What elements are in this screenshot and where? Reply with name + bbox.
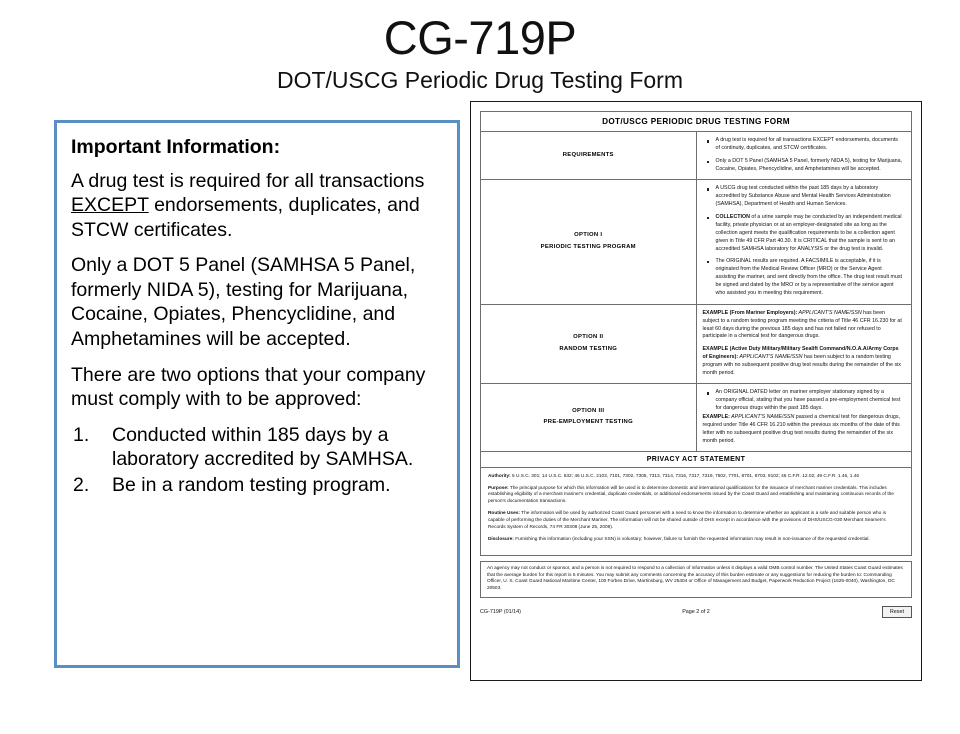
info-paragraph-options-intro: There are two options that your company must comply with to be approved: — [71, 363, 426, 411]
row-label-line1: OPTION III — [572, 407, 605, 414]
privacy-disclosure-text: Furnishing this information (including your SSN) is voluntary; however, failure to furnish the requested information may result in non-issuance of the requested credential. — [513, 536, 870, 542]
example-lead: EXAMPLE (From Mariner Employers): — [702, 309, 798, 316]
privacy-authority-label: Authority: — [488, 473, 511, 479]
slide-body — [0, 93, 960, 683]
reset-button-wrap — [782, 606, 912, 617]
example-lead: EXAMPLE: — [702, 413, 730, 420]
row-label-line1: REQUIREMENTS — [562, 151, 614, 158]
table-row — [481, 451, 912, 467]
list-item: A drug test is required for all transactions EXCEPT endorsements, documents of continuity, duplicates, and STCW certificates. — [703, 137, 904, 153]
important-information-panel — [54, 120, 460, 668]
info-paragraph-requirement-emphasis: EXCEPT — [71, 194, 149, 217]
table-row — [481, 384, 912, 452]
list-item — [71, 473, 443, 498]
row-label-option-3 — [481, 384, 697, 452]
option-2-example-mariner — [703, 310, 904, 342]
page-number: Page 2 of 2 — [682, 608, 710, 615]
privacy-act-title: PRIVACY ACT STATEMENT — [481, 451, 912, 467]
list-item: The ORIGINAL results are required. A FACSIMILE is acceptable, if it is originated from the Medical Review Officer (MRO) or the Service Agent assisting the mariner, and sent directly from the office. The drug test result must be signed and dated by the MRO or by a representative of the service agent who assisted you in meeting this requirement. — [703, 258, 904, 298]
example-applicant-placeholder: APPLICANT'S NAME/SSN — [729, 413, 795, 420]
privacy-authority-text: 5 U.S.C. 301; 14 U.S.C. 632; 46 U.S.C. 2103, 7101, 7302, 7305, 7313, 7314, 7316, 7317, 7319, 7502, 7701, 8701, 8703, 9102; 46 C.F.R. 12.02; 49 C.F.R. 1.45, 1.46 — [510, 473, 860, 479]
slide-header — [0, 11, 960, 93]
privacy-purpose — [488, 486, 904, 507]
privacy-purpose-text: The principal purpose for which this information will be used is to determine domestic and international qualifications for the issuance of merchant mariner credentials. This includes establishing eligibility of a merchant mariner's credential, duplicate credentials, or additional endorsements issued by the Coast Guard and establishing and maintaining continuous records of the person's documentation transactions. — [488, 485, 894, 505]
form-document-preview — [470, 101, 922, 681]
privacy-disclosure-label: Disclosure: — [488, 536, 514, 542]
row-label-option-2 — [481, 304, 697, 384]
row-body-option-2 — [696, 304, 912, 384]
list-item-number: 1. — [73, 423, 90, 446]
form-page — [480, 111, 912, 674]
example-applicant-placeholder: APPLICANT'S NAME/SSN — [797, 309, 862, 316]
example-text: has been subject to a random testing program meeting the criteria of Title 46 CFR 16.230 for at least 60 days during the previous 185 days and has not failed nor refused to participate in a chemical test for dangerous drugs. — [702, 309, 902, 340]
row-body-option-3 — [696, 384, 912, 452]
bullet-lead-collection: COLLECTION — [715, 213, 750, 220]
list-item: An ORIGINAL DATED letter on mariner employer stationary signed by a company official, stating that you have passed a pre-employment chemical test for dangerous drugs within the past 185 days. — [703, 389, 904, 413]
info-options-list — [71, 423, 443, 498]
list-item: Only a DOT 5 Panel (SAMHSA 5 Panel, formerly NIDA 5), testing for Marijuana, Cocaine, Opiates, Phencyclidine, and Amphetamines will be accepted. — [703, 158, 904, 174]
info-paragraph-panel-type: Only a DOT 5 Panel (SAMHSA 5 Panel, formerly NIDA 5), testing for Marijuana, Cocaine, Opiates, Phencyclidine, and Amphetamines will be accepted. — [71, 254, 416, 350]
option-3-example — [703, 414, 904, 446]
info-paragraph-requirement-pre: A drug test is required for all transactions — [71, 169, 425, 192]
info-paragraph-requirement — [71, 169, 443, 243]
list-item — [71, 423, 443, 472]
requirements-bullets — [703, 137, 904, 173]
privacy-routine-uses-text: The information will be used by authorized Coast Guard personnel with a need to know the information to determine whether an applicant is a safe and suitable person who is capable of performing the duties of the Merchant Mariner. The information will not be shared outside of DHS except in accordance with the provisions of DHS/USCG-030 Merchant Seamen's Records System of Records, 74 FR 30308 (June 25, 2009). — [488, 511, 887, 530]
privacy-act-body — [481, 467, 912, 555]
list-item-number: 2. — [73, 473, 90, 496]
table-row — [481, 180, 912, 304]
reset-button[interactable]: Reset — [882, 606, 912, 617]
table-row — [481, 467, 912, 555]
page-subtitle: DOT/USCG Periodic Drug Testing Form — [276, 66, 683, 93]
table-row — [481, 112, 912, 132]
row-label-line2: RANDOM TESTING — [559, 345, 618, 352]
list-item-text: Conducted within 185 days by a laboratory accredited by SAMHSA. — [112, 423, 414, 471]
privacy-routine-uses-label: Routine Uses: — [488, 511, 520, 517]
privacy-routine-uses — [488, 511, 904, 532]
row-label-requirements — [481, 132, 697, 180]
option-3-bullets — [703, 389, 904, 413]
list-item — [703, 214, 904, 254]
form-footer — [480, 606, 912, 617]
privacy-purpose-label: Purpose: — [488, 485, 509, 491]
info-paragraph-requirement-post: endorsements, duplicates, and STCW certificates. — [71, 194, 420, 241]
example-lead: EXAMPLE (Active Duty Military/Military Sealift Command/N.O.A.A/Army Corps of Engineers): — [702, 346, 899, 361]
form-title: DOT/USCG PERIODIC DRUG TESTING FORM — [481, 112, 912, 132]
option-2-example-military — [703, 346, 904, 378]
bullet-text: of a urine sample may be conducted by an independent medical facility, private physician or at an employer-designated site as long as the collection agent meets the qualification requirements to be a collection agent given in Title 49 CFR Part 40.30. It is CRITICAL that the sample is sent to an accredited SAMHSA laboratory for ANALYSIS or the drug test is invalid. — [715, 213, 902, 252]
option-1-bullets — [703, 185, 904, 297]
row-body-option-1 — [696, 180, 912, 304]
list-item: A USCG drug test conducted within the past 185 days by a laboratory accredited by Substance Abuse and Mental Health Services Administration (SAMHSA), Department of Health and Human Services. — [703, 185, 904, 209]
row-label-line1: OPTION I — [574, 232, 603, 239]
example-text: has been subject to a random testing program with no subsequent positive drug test results during the remainder of the six month period. — [702, 354, 901, 377]
row-label-line2: PRE-EMPLOYMENT TESTING — [543, 419, 633, 426]
form-table — [480, 111, 912, 556]
list-item-text: Be in a random testing program. — [112, 473, 391, 496]
row-label-line1: OPTION II — [573, 334, 604, 341]
table-row — [481, 132, 912, 180]
form-number: CG-719P (01/14) — [480, 608, 521, 615]
info-panel-heading: Important Information: — [71, 136, 281, 159]
row-label-line2: PERIODIC TESTING PROGRAM — [540, 244, 636, 251]
example-applicant-placeholder: APPLICANT'S NAME/SSN — [738, 354, 803, 361]
omb-burden-statement-box — [480, 561, 912, 599]
table-row — [481, 304, 912, 384]
privacy-disclosure — [488, 537, 904, 544]
page-title: CG-719P — [383, 11, 577, 64]
omb-burden-statement: An agency may not conduct or sponsor, and a person is not required to respond to a collection of information unless it displays a valid OMB control number. The United States Coast Guard estimates that the average burden for this report is 5 minutes. You may submit any comments concerning the accuracy of this burden estimate or any suggestions for reducing the burden to: Commanding Officer, U. S. Coast Guard National Maritime Center, 100 Forbes Drive, Martinsburg, WV 25404 or Office of Management and Budget, Paperwork Reduction Project (1625-0040), Washington, DC 20503. — [487, 565, 903, 592]
privacy-authority — [488, 474, 904, 481]
row-label-option-1 — [481, 180, 697, 304]
row-body-requirements — [696, 132, 912, 180]
example-text: passed a chemical test for dangerous drugs, required under Title 46 CFR 16.210 within the previous six months of the date of this letter with no subsequent positive drug test results during the remainder of the six month period. — [702, 413, 900, 444]
